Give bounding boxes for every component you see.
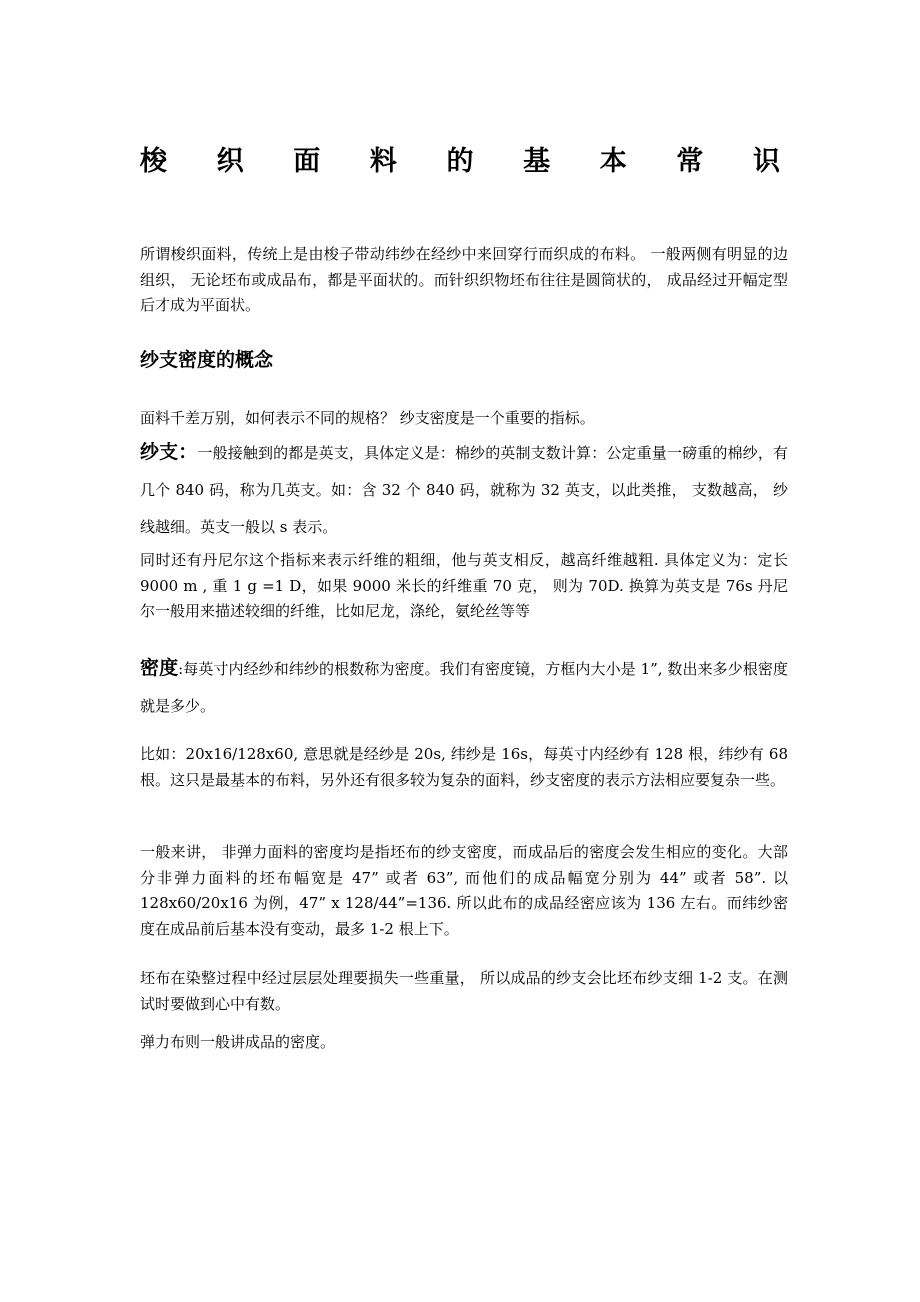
section-heading: 纱支密度的概念 [140,349,274,371]
title-char: 本 [599,146,627,177]
title-char: 面 [293,146,321,177]
spec-question-paragraph: 面料千差万别，如何表示不同的规格？ 纱支密度是一个重要的指标。 [140,409,595,427]
density-term: 密度 [140,657,179,679]
yarn-count-definition: 一般接触到的都是英支，具体定义是：棉纱的英制支数计算：公定重量一磅重的棉纱，有几个 840 码，称为几英支。如：含 32 个 840 码，就称为 32 英支，以此类推， 支数越高， 纱线越细。英支一般以 s 表示。 [140,444,788,536]
intro-paragraph: 所谓梭织面料，传统上是由梭子带动纬纱在经纱中来回穿行而织成的布料。 一般两侧有明显的边组织， 无论坯布或成品布，都是平面状的。而针织织物坯布往往是圆筒状的， 成品经过开幅定型后才成为平面状。 [140,245,788,314]
title-char: 常 [676,146,704,177]
title-char: 基 [523,146,551,177]
example-paragraph: 比如：20x16/128x60, 意思就是经纱是 20s, 纬纱是 16s，每英寸内经纱有 128 根，纬纱有 68 根。这只是最基本的布料，另外还有很多较为复杂的面料，纱支密度的表示方法相应要复杂一些。 [140,745,788,789]
title-char: 梭 [140,146,167,177]
document-title [140,142,780,182]
yarn-count-term: 纱支： [140,441,198,463]
general-paragraph: 一般来讲， 非弹力面料的密度均是指坯布的纱支密度，而成品后的密度会发生相应的变化。大部分非弹力面料的坯布幅宽是 47” 或者 63”, 而他们的成品幅宽分别为 44” 或者 58”. 以 128x60/20x16 为例，47” x 128/44”=136. 所以此布的成品经密应该为 136 左右。而纬纱密度在成品前后基本没有变动，最多 1-2 根上下。 [140,843,788,938]
title-char: 识 [753,146,780,177]
density-paragraph [140,650,788,725]
title-char: 料 [369,146,397,177]
yarn-count-paragraph [140,434,788,546]
stretch-paragraph: 弹力布则一般讲成品的密度。 [140,1033,336,1051]
dyeing-paragraph: 坯布在染整过程中经过层层处理要损失一些重量， 所以成品的纱支会比坯布纱支细 1-2 支。在测试时要做到心中有数。 [140,969,788,1013]
density-definition: :每英寸内经纱和纬纱的根数称为密度。我们有密度镜，方框内大小是 1”, 数出来多少根密度就是多少。 [140,660,788,715]
title-char: 的 [446,146,474,177]
denier-paragraph: 同时还有丹尼尔这个指标来表示纤维的粗细，他与英支相反，越高纤维越粗. 具体定义为：定长 9000 m , 重 1 g =1 D，如果 9000 米长的纤维重 70 克， 则为 70D. 换算为英支是 76s 丹尼尔一般用来描述较细的纤维，比如尼龙，涤纶，氨纶丝等等 [140,551,788,620]
title-char: 织 [216,146,244,177]
